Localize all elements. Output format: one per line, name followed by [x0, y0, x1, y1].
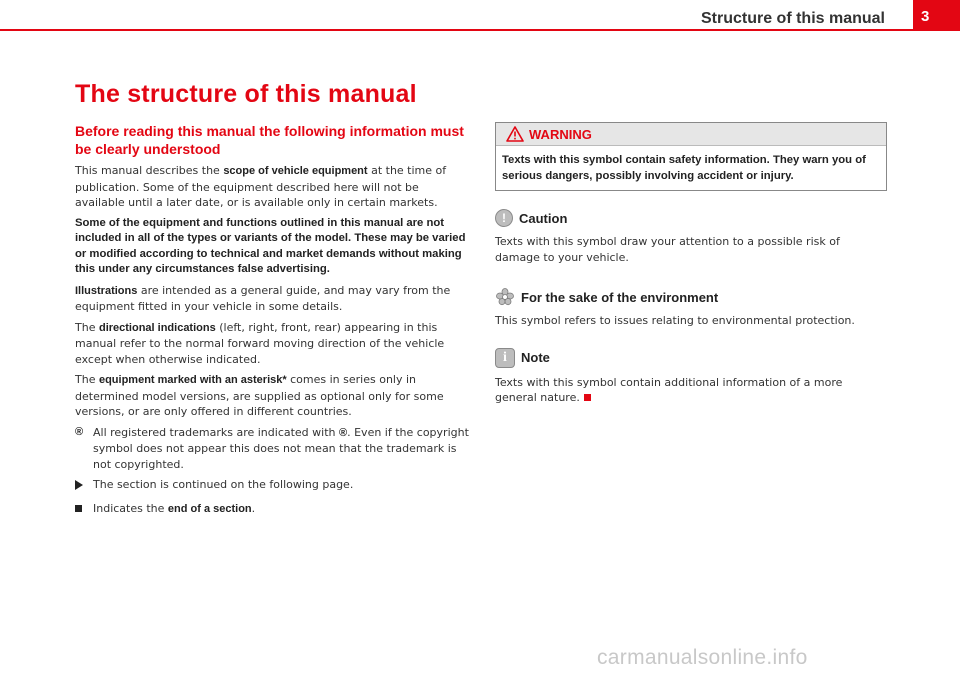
end-square-icon	[75, 505, 82, 512]
registered-text	[93, 425, 470, 473]
paragraph-asterisk	[75, 372, 470, 420]
note-title: Note	[521, 350, 550, 365]
asterisk-text-post: comes in series only in determined model versions, are supplied as optional only for some versions, or are only offered in different countries.	[75, 373, 444, 418]
continued-text: The section is continued on the following page.	[93, 478, 354, 491]
registered-text-post: . Even if the copyright symbol does not appear this does not mean that the trademark is not copyrighted.	[93, 425, 469, 471]
warning-box	[495, 122, 887, 191]
asterisk-text-pre: The	[75, 373, 99, 386]
scope-term: scope of vehicle equipment	[223, 165, 368, 177]
warning-triangle-icon	[506, 126, 524, 142]
warning-title: WARNING	[529, 126, 592, 142]
scope-text-post: at the time of publication. Some of the equipment described here will not be available until a later date, or is available only in certain markets.	[75, 164, 447, 209]
header-divider	[0, 29, 960, 31]
caution-text: Texts with this symbol draw your attention to a possible risk of damage to your vehicle.	[495, 235, 840, 264]
directions-text-post: (left, right, front, rear) appearing in this manual refer to the normal forward moving direction of the vehicle except when otherwise indicated.	[75, 320, 445, 366]
end-text-pre: Indicates the	[93, 501, 168, 515]
environment-text: This symbol refers to issues relating to environmental protection.	[495, 314, 855, 327]
note-text-body: Texts with this symbol contain additional information of a more general nature.	[495, 375, 843, 404]
note-info-icon: i	[495, 348, 515, 368]
registered-text-pre: All registered trademarks are indicated with	[93, 425, 339, 439]
environment-title: For the sake of the environment	[521, 289, 719, 305]
directions-text-pre: The	[75, 320, 99, 334]
continued-item	[75, 477, 470, 496]
illustrations-term: Illustrations	[75, 284, 138, 297]
end-text	[93, 501, 255, 518]
continued-arrow-icon	[75, 480, 83, 490]
running-header-title: Structure of this manual	[700, 10, 885, 27]
end-text-post: .	[251, 501, 256, 515]
end-of-section-item	[75, 501, 470, 518]
paragraph-variants-notice: Some of the equipment and functions outlined in this manual are not included in all of the types or variants of the model. These may be varied or modified according to technical and market demands without making this under any circumstances false advertising.	[75, 216, 466, 275]
right-column	[495, 122, 887, 411]
end-term: end of a section	[167, 502, 252, 515]
directions-term: directional indications	[98, 321, 216, 334]
caution-heading	[495, 209, 887, 227]
caution-title: Caution	[519, 210, 568, 226]
page-number: 3	[913, 0, 960, 30]
watermark: carmanualsonline.info	[597, 646, 808, 669]
registered-symbol-inline: ®	[339, 426, 348, 439]
warning-text: Texts with this symbol contain safety information. They warn you of serious dangers, possibly involving accident or injury.	[502, 154, 866, 182]
asterisk-term: equipment marked with an asterisk*	[98, 374, 287, 386]
registered-symbol: ®	[75, 425, 84, 438]
note-text	[495, 375, 887, 406]
registered-trademark-item	[75, 425, 470, 473]
left-column	[75, 122, 470, 522]
environment-flower-icon	[495, 288, 515, 306]
warning-header	[496, 123, 886, 146]
illustrations-text: are intended as a general guide, and may vary from the equipment fitted in your vehicle in some details.	[75, 283, 451, 313]
paragraph-scope	[75, 163, 470, 211]
note-heading	[495, 348, 887, 368]
paragraph-directions	[75, 320, 470, 368]
caution-icon: !	[495, 209, 513, 227]
section-heading: Before reading this manual the following information must be clearly understood	[75, 123, 464, 157]
scope-text-pre: This manual describes the	[75, 164, 224, 177]
end-of-section-icon	[584, 394, 591, 401]
environment-heading	[495, 288, 887, 306]
paragraph-illustrations	[75, 283, 470, 315]
page-title: The structure of this manual	[75, 80, 417, 108]
